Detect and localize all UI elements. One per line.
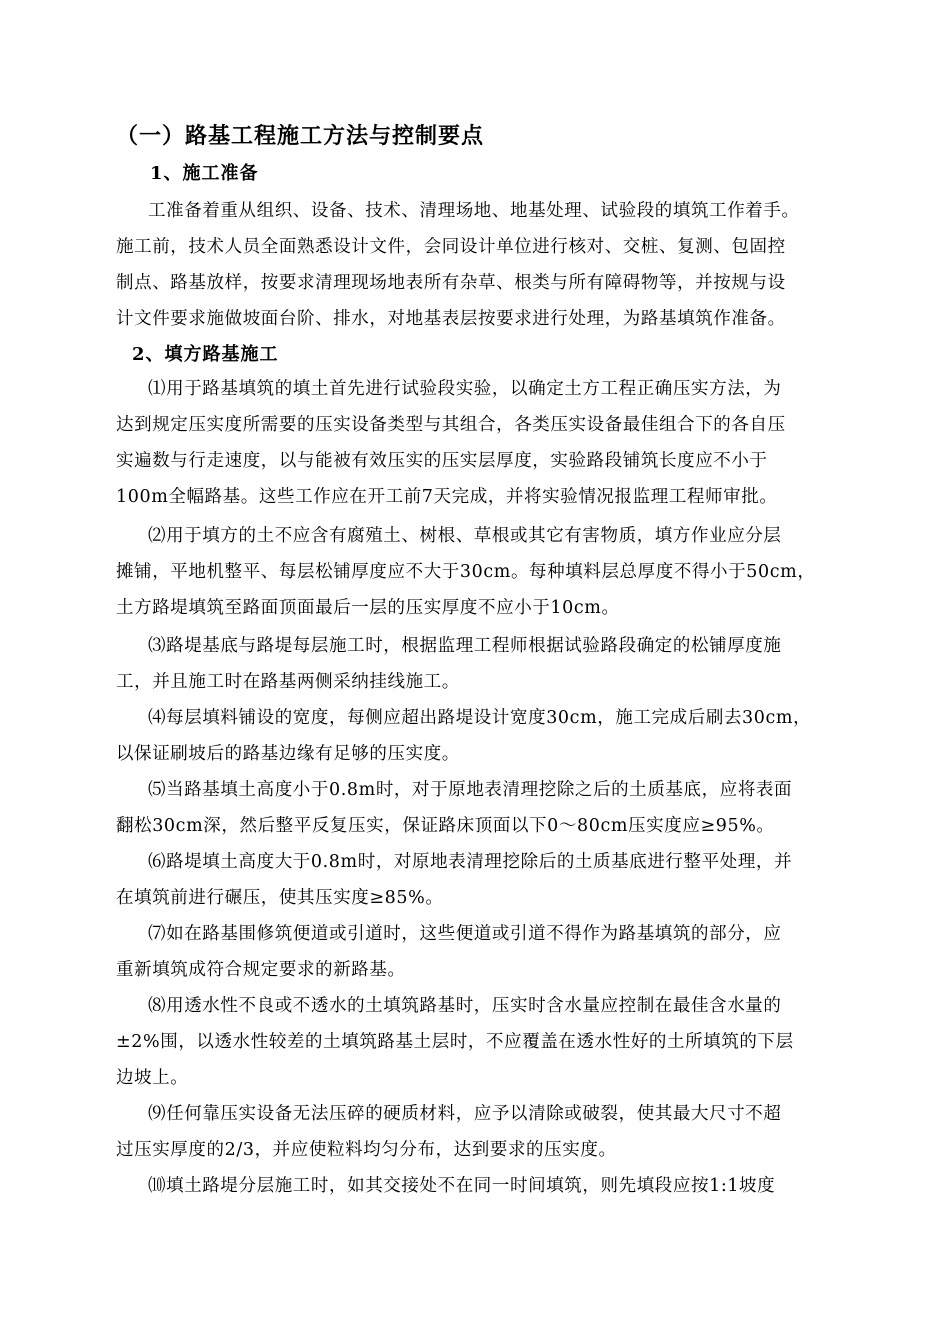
text-line: 土方路堤填筑至路面顶面最后一层的压实厚度不应小于10cm。 [116, 598, 620, 618]
section-heading-2: 2、填方路基施工 [132, 344, 279, 365]
text-line: 在填筑前进行碾压，使其压实度≥85%。 [116, 888, 444, 908]
text-line: ⑸当路基填土高度小于0.8m时，对于原地表清理挖除之后的土质基底，应将表面 [148, 780, 793, 800]
text-line: 实遍数与行走速度，以与能被有效压实的压实层厚度，实验路段铺筑长度应不小于 [116, 451, 768, 471]
text-line: 边坡上。 [116, 1068, 189, 1088]
text-line: ⑷每层填料铺设的宽度，每侧应超出路堤设计宽度30cm，施工完成后刷去30cm， [148, 708, 812, 728]
text-line: ⑽填土路堤分层施工时，如其交接处不在同一时间填筑，则先填段应按1:1坡度 [148, 1176, 776, 1196]
text-line: ⑵用于填方的土不应含有腐殖土、树根、草根或其它有害物质，填方作业应分层 [148, 526, 782, 546]
text-line: 施工前，技术人员全面熟悉设计文件，会同设计单位进行核对、交桩、复测、包固控 [116, 237, 786, 257]
text-line: ⑻用透水性不良或不透水的土填筑路基时，压实时含水量应控制在最佳含水量的 [148, 996, 782, 1016]
text-line: 达到规定压实度所需要的压实设备类型与其组合，各类压实设备最佳组合下的各自压 [116, 415, 786, 435]
text-line: 以保证刷坡后的路基边缘有足够的压实度。 [116, 744, 460, 764]
text-line: ⑺如在路基围修筑便道或引道时，这些便道或引道不得作为路基填筑的部分，应 [148, 924, 782, 944]
text-line: 工准备着重从组织、设备、技术、清理场地、地基处理、试验段的填筑工作着手。 [148, 201, 800, 221]
text-line: ±2%围，以透水性较差的土填筑路基土层时，不应覆盖在透水性好的土所填筑的下层 [116, 1032, 794, 1052]
text-line: 摊铺，平地机整平、每层松铺厚度应不大于30cm。每种填料层总厚度不得小于50cm， [116, 562, 816, 582]
text-line: 制点、路基放样，按要求清理现场地表所有杂草、根类与所有障碍物等，并按规与设 [116, 273, 786, 293]
text-line: 过压实厚度的2/3，并应使粒料均匀分布，达到要求的压实度。 [116, 1140, 617, 1160]
text-line: ⑹路堤填土高度大于0.8m时，对原地表清理挖除后的土质基底进行整平处理，并 [148, 852, 793, 872]
text-line: 100m全幅路基。这些工作应在开工前7天完成，并将实验情况报监理工程师审批。 [116, 487, 778, 507]
text-line: 翻松30cm深，然后整平反复压实，保证路床顶面以下0～80cm压实度应≥95%。 [116, 816, 775, 836]
text-line: ⑼任何靠压实设备无法压碎的硬质材料，应予以清除或破裂，使其最大尺寸不超 [148, 1104, 782, 1124]
document-title: （一）路基工程施工方法与控制要点 [116, 123, 485, 149]
text-line: 计文件要求施做坡面台阶、排水，对地基表层按要求进行处理，为路基填筑作准备。 [116, 309, 786, 329]
section-heading-1: 1、施工准备 [150, 163, 259, 184]
text-line: 重新填筑成符合规定要求的新路基。 [116, 960, 406, 980]
text-line: ⑶路堤基底与路堤每层施工时，根据监理工程师根据试验路段确定的松铺厚度施 [148, 636, 782, 656]
text-line: ⑴用于路基填筑的填土首先进行试验段实验，以确定土方工程正确压实方法，为 [148, 379, 782, 399]
text-line: 工，并且施工时在路基两侧采纳挂线施工。 [116, 672, 460, 692]
